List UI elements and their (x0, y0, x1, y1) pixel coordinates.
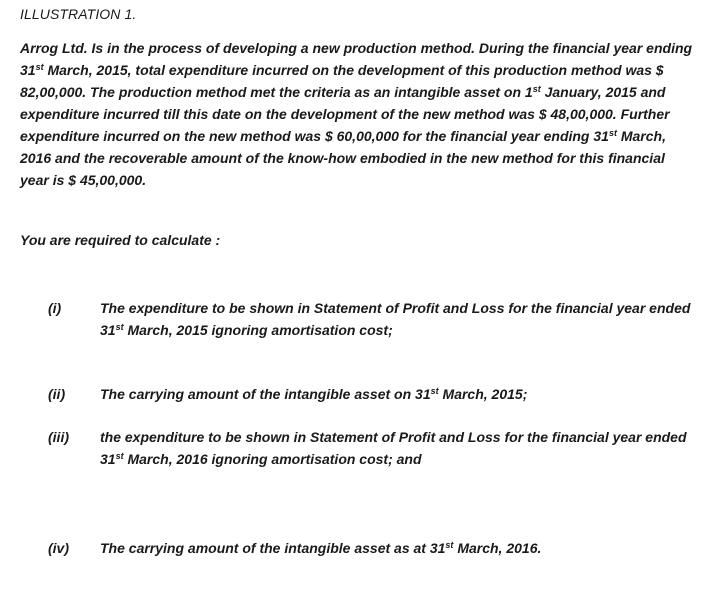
paragraph-line: expenditure incurred on the new method was $ 60,00,000 for the financial year ending 31st March, (20, 128, 666, 144)
paragraph-line: expenditure incurred till this date on the development of the new method was $ 48,00,000. Further (20, 106, 670, 122)
item-text: The carrying amount of the intangible asset on 31st March, 2015; (100, 386, 528, 402)
paragraph-line: year is $ 45,00,000. (20, 172, 147, 188)
item-text: The carrying amount of the intangible asset as at 31st March, 2016. (100, 540, 542, 556)
paragraph-line: 82,00,000. The production method met the criteria as an intangible asset on 1st January, 2015 and (20, 84, 666, 100)
illustration-title: ILLUSTRATION 1. (20, 6, 137, 22)
item-text: the expenditure to be shown in Statement of Profit and Loss for the financial year ended 31st March, 2016 ignoring amortisation cost; and (100, 429, 687, 467)
item-number: (ii) (48, 386, 66, 402)
paragraph-line: 2016 and the recoverable amount of the know-how embodied in the new method for this financial (20, 150, 665, 166)
paragraph-line: 31st March, 2015, total expenditure incurred on the development of this production method was $ (20, 62, 664, 78)
paragraph-line: Arrog Ltd. Is in the process of developing a new production method. During the financial year ending (20, 40, 693, 56)
item-number: (iii) (48, 429, 69, 445)
item-text: The expenditure to be shown in Statement of Profit and Loss for the financial year ended 31st March, 2015 ignoring amortisation cost; (100, 300, 691, 338)
item-number: (i) (48, 300, 62, 316)
item-number: (iv) (48, 540, 69, 556)
illustration-paragraph (20, 37, 700, 191)
task-prompt: You are required to calculate : (20, 232, 221, 248)
